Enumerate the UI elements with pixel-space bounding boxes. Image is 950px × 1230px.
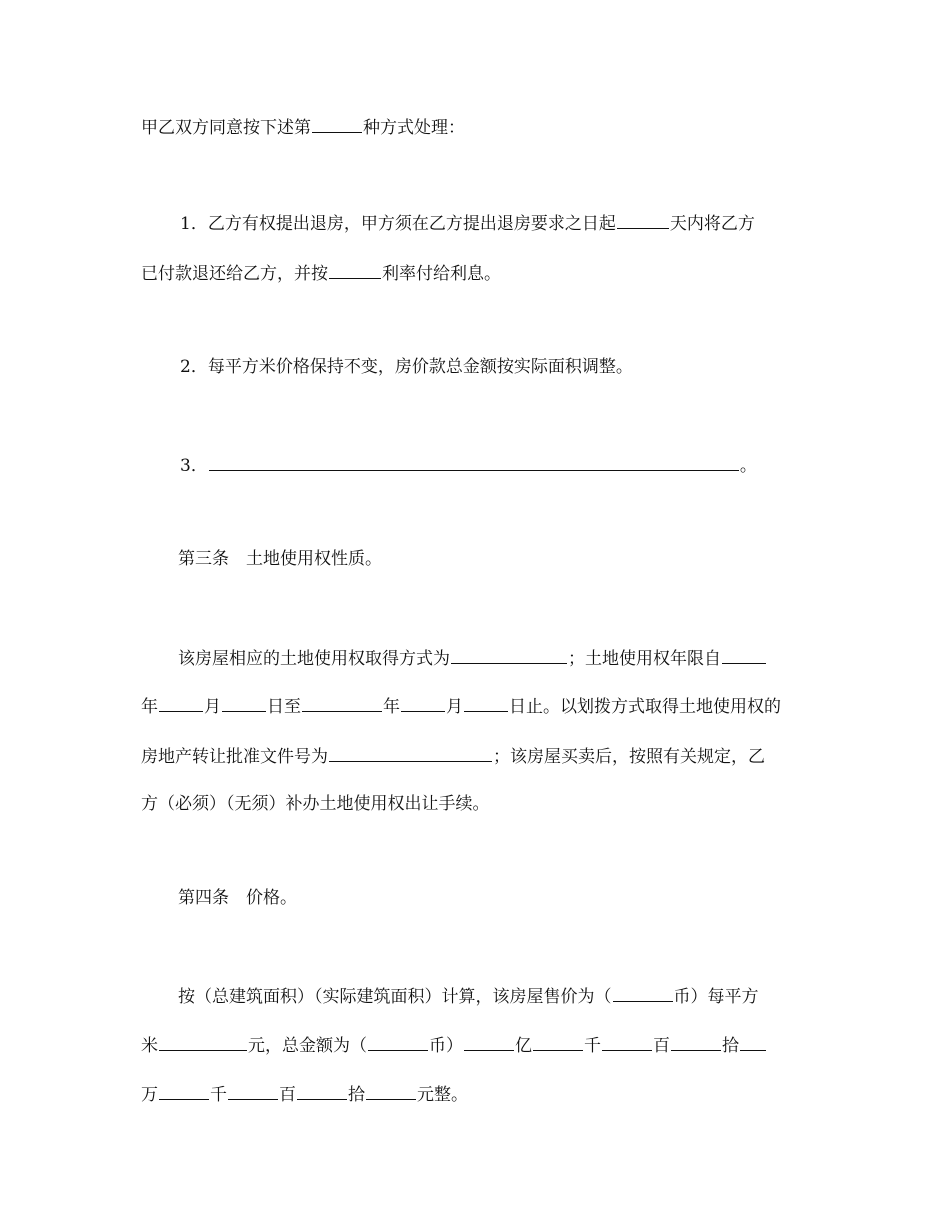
qian-label-1: 千 — [584, 1036, 601, 1056]
approval-doc-number-blank[interactable] — [329, 745, 492, 762]
end-day-blank[interactable] — [464, 695, 508, 712]
intro-text-2: 种方式处理： — [363, 118, 465, 138]
end-month-blank[interactable] — [401, 695, 445, 712]
year-label-1: 年 — [141, 697, 158, 717]
article4-heading-text: 第四条 价格。 — [178, 888, 297, 908]
end-year-blank[interactable] — [302, 695, 382, 712]
article3-text-4: ；该房屋买卖后，按照有关规定，乙 — [493, 747, 765, 767]
start-month-blank[interactable] — [159, 695, 203, 712]
article4-text-4: 元，总金额为（ — [248, 1036, 367, 1056]
article3-line3 — [141, 745, 765, 767]
article4-line3 — [141, 1083, 468, 1105]
unit-price-blank[interactable] — [159, 1034, 247, 1051]
day-to-label: 日至 — [267, 697, 301, 717]
yuan-blank[interactable] — [366, 1083, 416, 1100]
land-acquisition-method-blank[interactable] — [451, 647, 567, 664]
article4-heading — [178, 888, 297, 908]
article4-text-3: 米 — [141, 1036, 158, 1056]
shi-blank-1[interactable] — [671, 1034, 721, 1051]
item3-suffix: 。 — [739, 456, 757, 476]
item1-text-1: 1．乙方有权提出退房，甲方须在乙方提出退房要求之日起 — [180, 214, 616, 234]
qian-label-2: 千 — [210, 1085, 227, 1105]
article3-text-1: 该房屋相应的土地使用权取得方式为 — [178, 649, 450, 669]
article4-text-2: 币）每平方 — [673, 987, 759, 1007]
method-number-blank[interactable] — [312, 116, 362, 133]
item1-line2 — [141, 262, 501, 284]
article4-line1 — [178, 985, 759, 1007]
shi-label-2: 拾 — [348, 1085, 365, 1105]
year-label-2: 年 — [383, 697, 400, 717]
article4-line2 — [141, 1034, 767, 1056]
item1-text-3: 已付款退还给乙方，并按 — [141, 264, 328, 284]
item1-text-2: 天内将乙方 — [669, 214, 755, 234]
yuan-label: 元整。 — [417, 1085, 468, 1105]
article3-heading — [178, 549, 382, 569]
start-year-blank-part1[interactable] — [722, 647, 766, 664]
item2-line — [180, 357, 633, 377]
refund-days-blank[interactable] — [617, 212, 669, 229]
item3-line — [180, 454, 757, 476]
intro-text-1: 甲乙双方同意按下述第 — [141, 118, 311, 138]
day-end-label: 日止。以划拨方式取得土地使用权的 — [509, 697, 781, 717]
article3-text-5: 方（必须）（无须）补办土地使用权出让手续。 — [141, 794, 490, 814]
article3-line1 — [178, 647, 767, 669]
interest-rate-blank[interactable] — [329, 262, 381, 279]
item3-prefix: 3． — [180, 456, 208, 476]
item1-line1 — [180, 212, 755, 234]
shi-label-1: 拾 — [722, 1036, 739, 1056]
month-label-1: 月 — [204, 697, 221, 717]
qian-blank-1[interactable] — [533, 1034, 583, 1051]
yi-blank[interactable] — [464, 1034, 514, 1051]
wan-blank[interactable] — [740, 1034, 766, 1051]
month-label-2: 月 — [446, 697, 463, 717]
qian-blank-2[interactable] — [159, 1083, 209, 1100]
article3-text-2: ；土地使用权年限自 — [568, 649, 721, 669]
yi-label: 亿 — [515, 1036, 532, 1056]
wan-label: 万 — [141, 1085, 158, 1105]
start-day-blank[interactable] — [222, 695, 266, 712]
item2-text: 2．每平方米价格保持不变，房价款总金额按实际面积调整。 — [180, 357, 633, 377]
intro-line — [141, 116, 465, 138]
total-currency-blank[interactable] — [368, 1034, 428, 1051]
article4-text-1: 按（总建筑面积）（实际建筑面积）计算，该房屋售价为（ — [178, 987, 612, 1007]
item1-text-4: 利率付给利息。 — [382, 264, 501, 284]
article3-line4 — [141, 794, 490, 814]
price-currency-blank[interactable] — [613, 985, 673, 1002]
bai-label-1: 百 — [653, 1036, 670, 1056]
article4-text-5: 币） — [429, 1036, 463, 1056]
article3-heading-text: 第三条 土地使用权性质。 — [178, 549, 382, 569]
article3-line2 — [141, 695, 781, 717]
bai-label-2: 百 — [279, 1085, 296, 1105]
bai-blank-1[interactable] — [602, 1034, 652, 1051]
item3-blank[interactable] — [209, 454, 739, 471]
article3-text-3: 房地产转让批准文件号为 — [141, 747, 328, 767]
bai-blank-2[interactable] — [228, 1083, 278, 1100]
shi-blank-2[interactable] — [297, 1083, 347, 1100]
